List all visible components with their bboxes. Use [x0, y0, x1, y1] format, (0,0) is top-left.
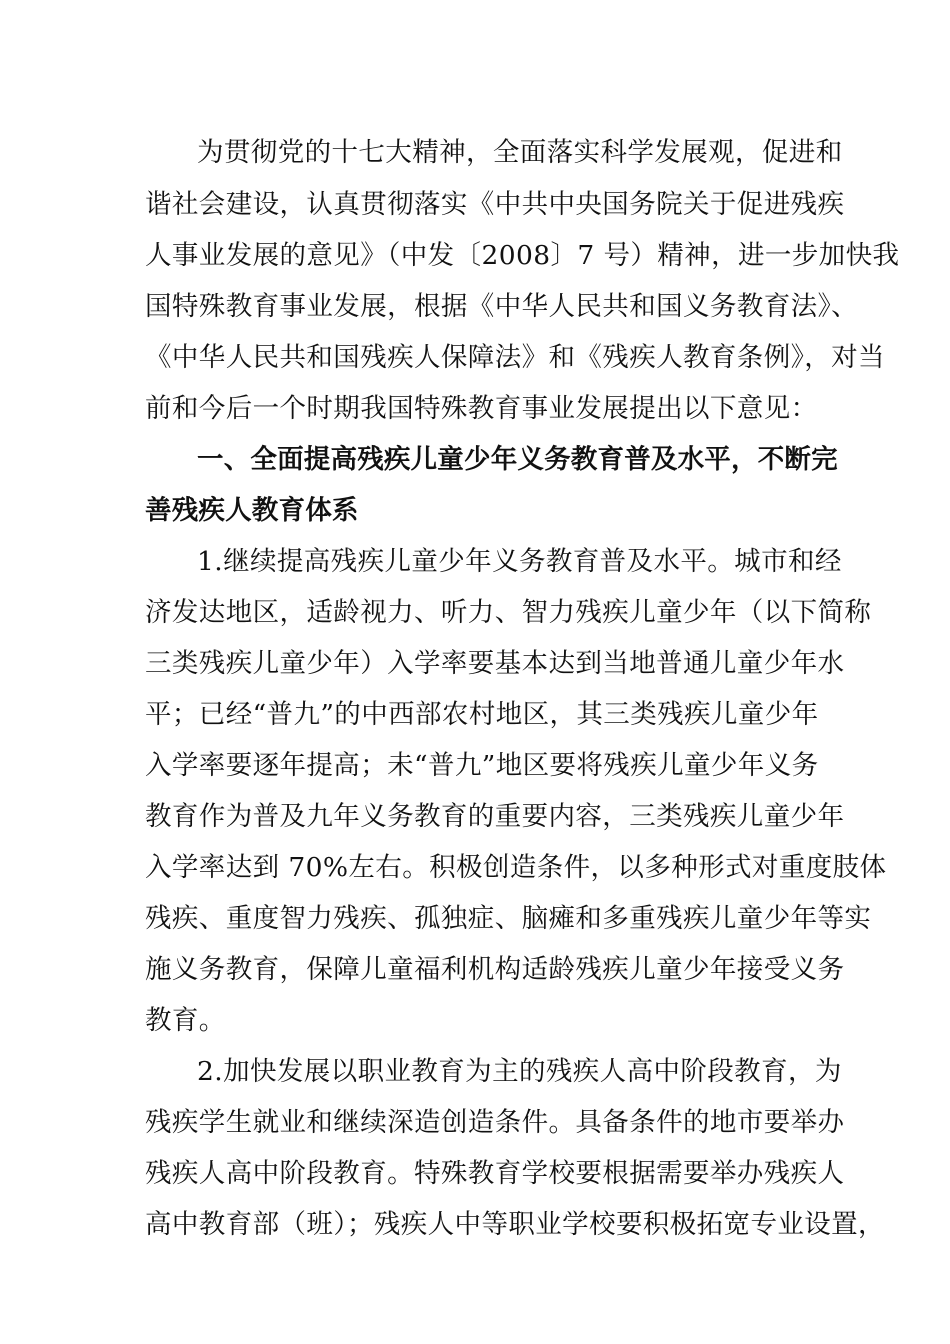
- text-line: 前和今后一个时期我国特殊教育事业发展提出以下意见：: [145, 393, 818, 424]
- text-line: 残疾学生就业和继续深造创造条件。具备条件的地市要举办: [145, 1107, 845, 1138]
- text-line: 施义务教育，保障儿童福利机构适龄残疾儿童少年接受义务: [145, 954, 845, 985]
- text-line: 国特殊教育事业发展，根据《中华人民共和国义务教育法》、: [145, 291, 859, 322]
- text-line: 入学率达到 70%左右。积极创造条件，以多种形式对重度肢体: [145, 852, 887, 883]
- section-heading: 善残疾人教育体系: [145, 495, 359, 526]
- text-line: 残疾、重度智力残疾、孤独症、脑瘫和多重残疾儿童少年等实: [145, 903, 872, 934]
- text-line: 2.加快发展以职业教育为主的残疾人高中阶段教育，为: [197, 1056, 842, 1087]
- text-line: 教育作为普及九年义务教育的重要内容，三类残疾儿童少年: [145, 801, 845, 832]
- text-line: 三类残疾儿童少年）入学率要基本达到当地普通儿童少年水: [145, 648, 845, 679]
- text-line: 为贯彻党的十七大精神，全面落实科学发展观，促进和: [197, 137, 843, 168]
- text-line: 人事业发展的意见》（中发〔2008〕7 号）精神，进一步加快我: [145, 240, 900, 271]
- text-line: 1.继续提高残疾儿童少年义务教育普及水平。城市和经: [197, 546, 842, 577]
- text-line: 高中教育部（班）；残疾人中等职业学校要积极拓宽专业设置，: [145, 1209, 885, 1240]
- text-line: 《中华人民共和国残疾人保障法》和《残疾人教育条例》，对当: [145, 342, 885, 373]
- text-line: 残疾人高中阶段教育。特殊教育学校要根据需要举办残疾人: [145, 1158, 845, 1189]
- text-line: 谐社会建设，认真贯彻落实《中共中央国务院关于促进残疾: [145, 189, 845, 220]
- section-heading: 一、全面提高残疾儿童少年义务教育普及水平，不断完: [197, 444, 838, 475]
- text-line: 平；已经“普九”的中西部农村地区，其三类残疾儿童少年: [145, 699, 819, 730]
- text-line: 济发达地区，适龄视力、听力、智力残疾儿童少年（以下简称: [145, 597, 872, 628]
- text-line: 教育。: [145, 1005, 226, 1036]
- text-line: 入学率要逐年提高；未“普九”地区要将残疾儿童少年义务: [145, 750, 819, 781]
